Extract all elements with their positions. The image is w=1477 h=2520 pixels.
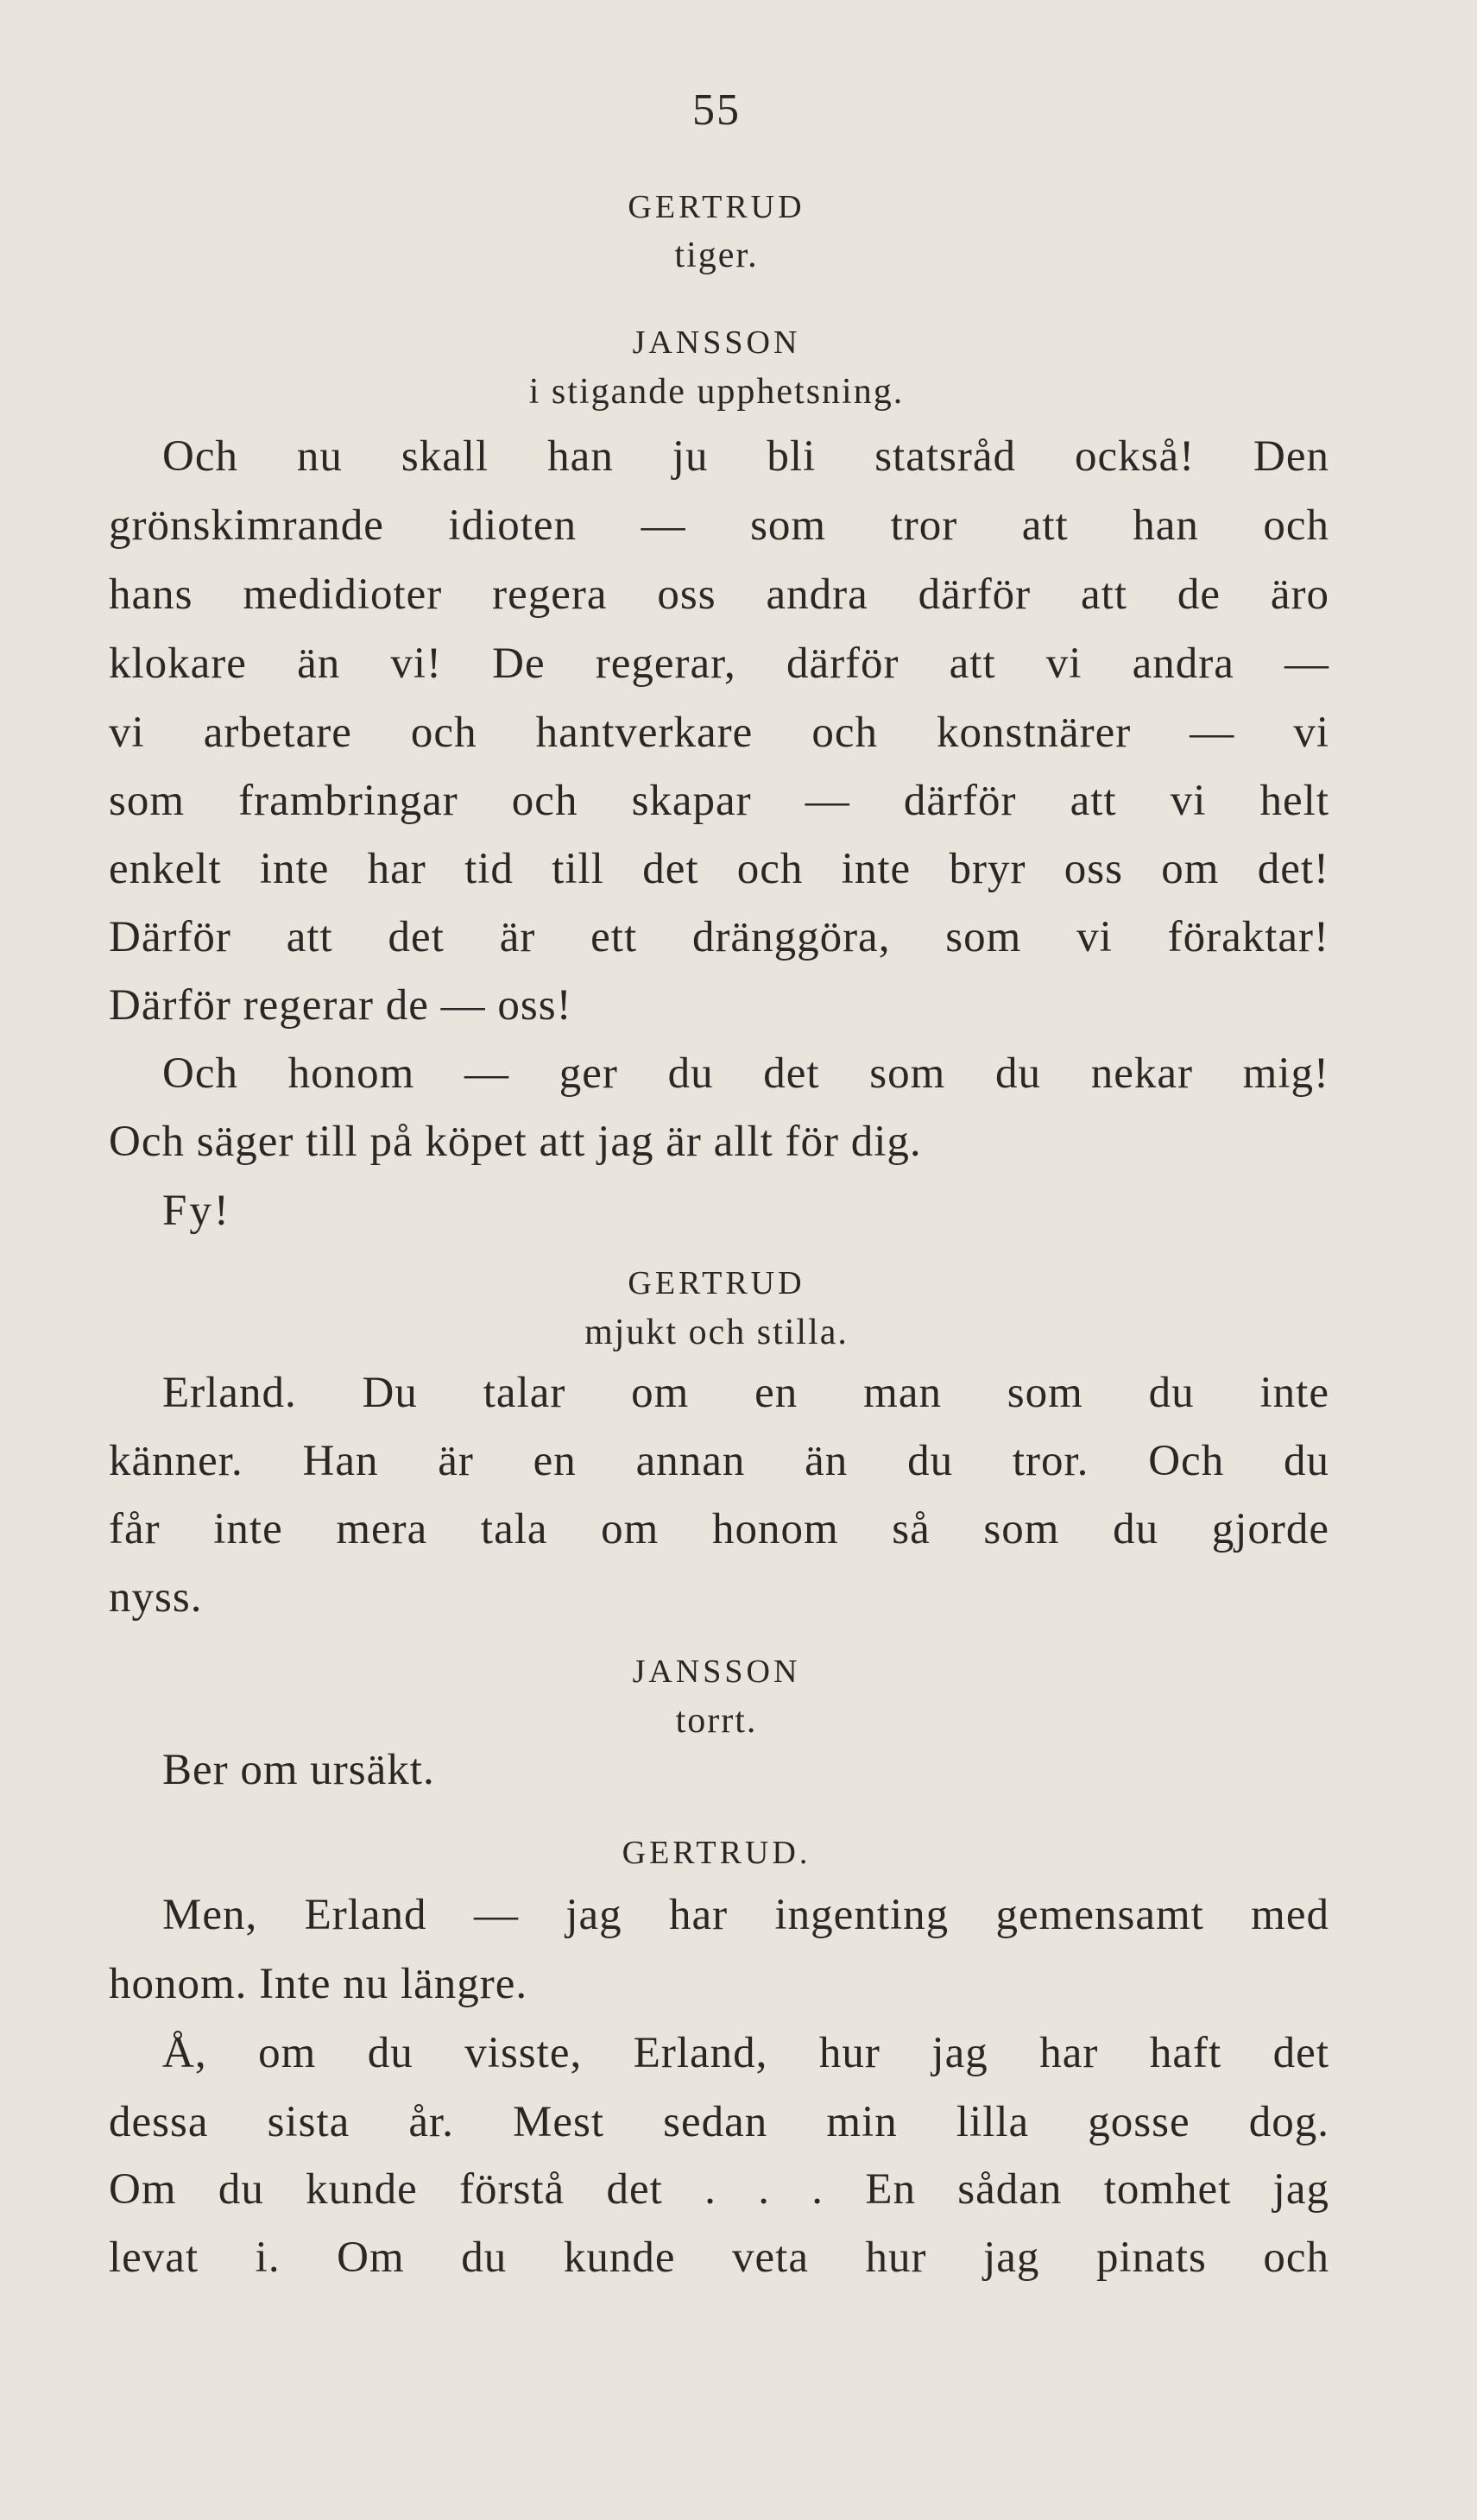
- text-line: Och nu skall han ju bli statsråd också! Den: [162, 432, 1329, 481]
- text-line: levat i. Om du kunde veta hur jag pinats och: [109, 2233, 1329, 2282]
- text-line: enkelt inte har tid till det och inte bryr oss om det!: [109, 845, 1329, 893]
- stage-direction: tiger.: [674, 236, 759, 275]
- text-line: Men, Erland — jag har ingenting gemensamt med: [162, 1891, 1329, 1939]
- text-line: känner. Han är en annan än du tror. Och du: [109, 1437, 1329, 1485]
- text-line: Därför regerar de — oss!: [109, 981, 572, 1030]
- speaker-name: GERTRUD: [628, 189, 805, 225]
- text-line: honom. Inte nu längre.: [109, 1960, 528, 2008]
- text-line: Och säger till på köpet att jag är allt för dig.: [109, 1118, 922, 1166]
- text-line: Därför att det är ett dränggöra, som vi föraktar!: [109, 913, 1329, 961]
- text-line: nyss.: [109, 1573, 203, 1622]
- stage-direction: i stigande upphetsning.: [528, 372, 905, 412]
- text-line: dessa sista år. Mest sedan min lilla gosse dog.: [109, 2098, 1329, 2146]
- page-number: 55: [692, 85, 741, 135]
- stage-direction: mjukt och stilla.: [584, 1313, 849, 1352]
- text-line: Erland. Du talar om en man som du inte: [162, 1369, 1329, 1417]
- text-line: får inte mera tala om honom så som du gjorde: [109, 1505, 1329, 1553]
- speaker-name: JANSSON: [632, 324, 801, 361]
- text-line: grönskimrande idioten — som tror att han och: [109, 501, 1329, 550]
- stage-direction: torrt.: [675, 1701, 758, 1741]
- speaker-name: GERTRUD: [628, 1265, 805, 1301]
- speaker-name: JANSSON: [632, 1654, 801, 1690]
- text-line: Å, om du visste, Erland, hur jag har haft det: [162, 2029, 1329, 2077]
- speaker-name: GERTRUD.: [622, 1835, 811, 1871]
- text-line: hans medidioter regera oss andra därför att de äro: [109, 570, 1329, 619]
- text-line: som frambringar och skapar — därför att vi helt: [109, 777, 1329, 825]
- text-line: Om du kunde förstå det . . . En sådan tomhet jag: [109, 2165, 1329, 2214]
- text-line: Ber om ursäkt.: [162, 1746, 435, 1794]
- text-line: vi arbetare och hantverkare och konstnärer — vi: [109, 709, 1329, 757]
- text-line: Och honom — ger du det som du nekar mig!: [162, 1049, 1329, 1098]
- text-line: Fy!: [162, 1187, 231, 1235]
- text-line: klokare än vi! De regerar, därför att vi andra —: [109, 639, 1329, 688]
